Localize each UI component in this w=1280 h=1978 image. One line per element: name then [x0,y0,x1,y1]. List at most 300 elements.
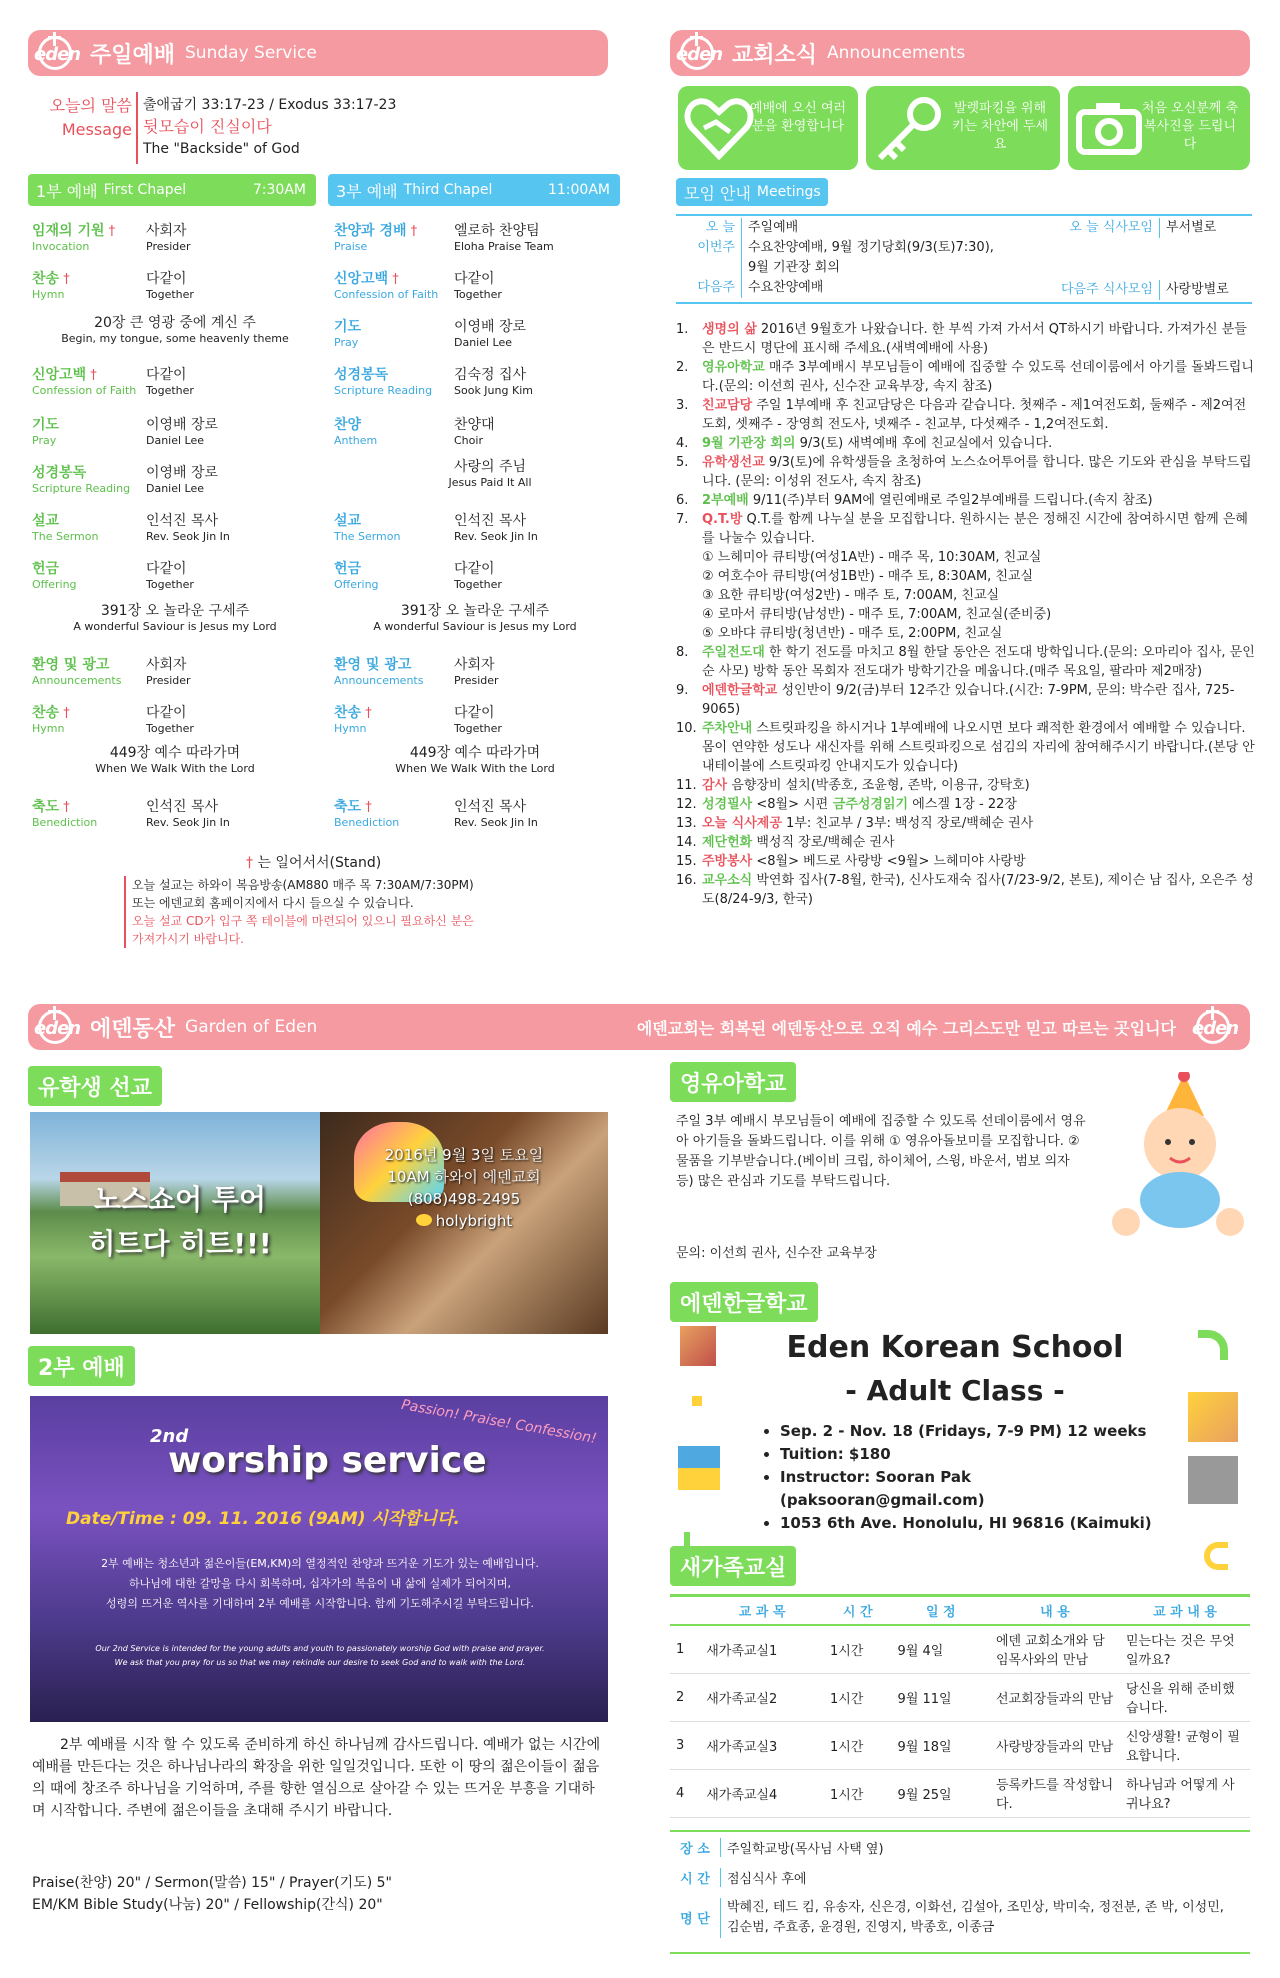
hymn-20 [30,312,320,345]
family-table-row [670,1625,1250,1673]
announcement-heading: 영유아학교 [702,360,765,375]
announcement-number: 16. [676,873,697,888]
announcement-text: 스트릿파킹을 하시거나 1부예배에 나오시면 보다 쾌적한 환경에서 예배할 수 있습니다. 몸이 연약한 성도나 새신자를 위해 스트릿파킹으로 섬김의 자리에 참여해주시기 바랍니다.(본당 안내테이블에 스트릿파킹 안내지도가 있습니다) [702,721,1255,774]
family-table-header [670,1596,1250,1626]
announcement-item [676,833,1256,852]
order-item-label [334,510,400,543]
eden-logo-icon: eden [670,30,728,76]
order-item-value-en: Together [146,384,194,397]
infant-school-text: 주일 3부 예배시 부모님들이 예배에 집중할 수 있도록 선데이룸에서 영유아 아기들을 돌봐드립니다. 이를 위해 ① 영유아돌보미를 모집합니다. ② 물품을 기부받습니다.(베이비 크립, 하이체어, 스윙, 바운서, 범보 의자 등) 많은 관심과 기도를 부탁드립니다. [676,1114,1086,1189]
sunday-title-en: Sunday Service [185,43,317,63]
school-details [780,1420,1200,1535]
order-item-en: Hymn [32,722,65,735]
order-item-label [32,510,98,543]
order-item-label [334,316,361,349]
qt-room-item: ④ 로마서 큐티방(남성반) - 매주 토, 7:00AM, 친교실(준비중) [702,607,1052,622]
hymn-20-en: Begin, my tongue, some heavenly theme [61,332,289,345]
family-col-header: 교 과 목 [700,1596,824,1626]
order-item-en: Praise [334,240,368,253]
meal-next-label: 다음주 식사모임 [1044,280,1160,300]
poster-ko-1: 2부 예배는 청소년과 젊은이들(EM,KM)의 열정적인 찬양과 뜨거운 기도가 있는 예배입니다. [101,1557,539,1570]
order-item-value-en: Rev. Seok Jin In [146,530,230,543]
family-col-header: 교 과 내 용 [1120,1596,1250,1626]
third-chapel-title: 3부 예배 [336,181,398,201]
order-item-ko: 헌금 [32,561,60,577]
announcement-heading: 친교담당 [702,398,753,413]
order-item-ko: 환영 및 광고 [334,657,412,673]
family-class-title: 새가족교실 [670,1546,796,1586]
first-chapel-title-en: First Chapel [103,182,187,198]
school-detail-item: • Tuition: $180 [780,1443,1200,1466]
order-item-ko: 기도 [32,417,60,433]
dagger-mark: † [59,272,70,287]
family-table-cell: 등록카드를 작성합니다. [990,1769,1120,1817]
dagger-mark: † [361,800,372,815]
order-item-ko: 임재의 기원 [32,223,105,239]
poster-date: Date/Time : 09. 11. 2016 (9AM) 시작합니다. [66,1509,460,1529]
student-mission-title: 유학생 선교 [28,1066,162,1106]
qt-room-item: ② 여호수아 큐티방(여성1B반) - 매주 토, 8:30AM, 친교실 [702,569,1034,584]
family-table-row [670,1673,1250,1721]
order-item-en: Pray [334,336,359,349]
announcement-item [676,719,1256,776]
stand-dagger: † [246,855,253,871]
message-title-en: The "Backside" of God [143,141,300,157]
welcome-card [678,86,858,170]
order-item-value-en: Presider [454,674,499,687]
valet-card [866,86,1060,170]
family-table-cell: 9월 18일 [892,1721,990,1769]
first-chapel-header [28,174,316,206]
order-item-value [146,268,194,301]
order-item-label [334,702,372,735]
order-item-en: Announcements [32,674,122,687]
first-chapel-title: 1부 예배 [36,181,98,201]
order-item-en: Confession of Faith [334,288,439,301]
order-item-value-en: Presider [146,240,191,253]
meetings-table [676,214,1252,304]
family-table-cell: 신앙생활! 균형이 필요합니다. [1120,1721,1250,1769]
order-item-value-en: Choir [454,434,483,447]
order-item-ko: 축도 [334,799,362,815]
order-item-value-ko: 다같이 [146,561,187,577]
announcement-text: 주일 1부예배 후 친교담당은 다음과 같습니다. 첫째주 - 제1여전도회, 둘째주 - 제2여전도회, 셋째주 - 장영희 전도사, 넷째주 - 친교부, 다섯째주 - 1,2여전도회. [702,398,1247,432]
order-item-ko: 신앙고백 [334,271,389,287]
hymn-20-ko: 20장 큰 영광 중에 계신 주 [94,315,256,331]
hymn-449-ko: 449장 예수 따라가며 [109,745,241,761]
anthem-song-en: Jesus Paid It All [448,476,532,489]
poster-en [60,1642,580,1670]
message-title-ko: 뒷모습이 진실이다 [143,117,272,136]
schedule-line-1: Praise(찬양) 20" / Sermon(말씀) 15" / Prayer(기도) 5" [32,1875,392,1891]
order-item-ko: 헌금 [334,561,362,577]
announcement-item [676,871,1256,909]
announcement-text: 1부: 친교부 / 3부: 백성직 장로/백혜순 권사 [781,816,1034,831]
second-service-text: 2부 예배를 시작 할 수 있도록 준비하게 하신 하나님께 감사드립니다. 예배가 없는 시간에 예배를 만든다는 것은 하나님나라의 확장을 위한 일일것입니다. 또한 이 땅의 젊은이들이 젊음의 때에 창조주 하나님을 기억하며, 주를 향한 열심으로 살아갈 수 있는 뜨거운 부흥을 기대하며 시작합니다. 주변에 젊은이들을 초대해 주시기 바랍니다. [32,1737,601,1819]
school-detail-item: • 1053 6th Ave. Honolulu, HI 96816 (Kaimuki) [780,1512,1200,1535]
hymn-449-right [330,742,620,775]
meeting-row-value: 9월 기관장 회의 [748,260,840,275]
dagger-mark: † [406,224,418,239]
order-item-value [454,702,502,735]
school-email: (paksooran@gmail.com) [780,1491,985,1509]
order-item-label [32,558,77,591]
order-item-en: Confession of Faith [32,384,137,397]
family-table-cell: 4 [670,1769,700,1817]
anthem-song-ko: 사랑의 주님 [453,459,527,475]
camera-icon [1076,100,1142,156]
info-time-value: 점심식사 후에 [720,1868,806,1887]
hymn-391-ko: 391장 오 놀라운 구세주 [100,603,250,619]
announcement-text: 한 학기 전도를 마치고 8월 한달 동안은 전도대 방학입니다.(문의: 오마리아 집사, 문인순 사모) 방학 동안 목회자 전도대가 방학기간을 메웁니다.(매주 목요일, 팔라마 제2매장) [702,645,1255,679]
poster-ko-2: 하나님에 대한 갈망을 다시 회복하며, 십자가의 복음이 내 삶에 실제가 되어지며, [129,1577,511,1590]
order-item-value-ko: 이영배 장로 [454,319,527,335]
order-item-value [454,220,554,253]
poster-en-1: Our 2nd Service is intended for the young adults and youth to passionately worship God with praise and prayer. [95,1644,545,1653]
family-table-cell: 새가족교실2 [700,1673,824,1721]
order-item-value-ko: 다같이 [146,705,187,721]
family-table-cell: 에덴 교회소개와 담임목사와의 만남 [990,1625,1120,1673]
tour-info-text [364,1144,564,1232]
meetings-title-en: Meetings [756,184,821,200]
hymn-391-right [330,600,620,633]
poster-ko-3: 성령의 뜨거운 역사를 기대하며 2부 예배를 시작합니다. 함께 기도해주시길 부탁드립니다. [106,1597,534,1610]
first-chapel-time: 7:30AM [252,182,306,198]
order-item-ko: 성경봉독 [334,367,389,383]
info-names-label: 명 단 [680,1912,710,1927]
order-item-value [146,558,194,591]
meal-today-value: 부서별로 [1166,220,1217,235]
announcement-number: 10. [676,721,697,736]
info-time-label: 시 간 [680,1872,710,1887]
announcement-text: 9/3(토) 새벽예배 후에 친교실에서 있습니다. [795,436,1053,451]
order-item-value-ko: 인석진 목사 [454,799,527,815]
announcement-text: 9/3(토)에 유학생들을 초청하여 노스쇼어투어를 합니다. 많은 기도와 관심을 부탁드립니다. (문의: 이성위 전도사, 속지 참조) [702,455,1252,489]
meal-today-label: 오 늘 식사모임 [1044,218,1160,238]
meeting-row-label: 이번주 [676,238,742,258]
anthem-song [420,456,560,489]
family-table-cell: 9월 11일 [892,1673,990,1721]
order-item-value-en: Together [146,288,194,301]
family-table-cell: 1시간 [824,1769,892,1817]
poster-top: 2nd [150,1426,189,1447]
hymn-449-ko-r: 449장 예수 따라가며 [409,745,541,761]
tour-headline-1: 노스쇼어 투어 [93,1183,267,1216]
valet-card-text: 발렛파킹을 위해 키는 차안에 두세요 [951,101,1049,152]
order-item-label [334,414,377,447]
order-item-value [146,510,230,543]
family-table-cell: 당신을 위해 준비했습니다. [1120,1673,1250,1721]
family-table-row [670,1769,1250,1817]
order-item-en: Pray [32,434,57,447]
order-item-value [146,462,218,495]
family-table-cell: 새가족교실1 [700,1625,824,1673]
second-service-title: 2부 예배 [28,1346,135,1386]
order-item-en: Scripture Reading [334,384,433,397]
order-item-value-ko: 다같이 [454,561,495,577]
order-item-en: Hymn [32,288,65,301]
garden-title: 에덴동산 [90,1016,176,1042]
announcement-heading: 에덴한글학교 [702,683,778,698]
dagger-mark: † [388,272,399,287]
heart-handshake-icon [684,94,754,160]
family-class-table [670,1594,1250,1818]
order-item-value [454,364,533,397]
third-chapel-title-en: Third Chapel [403,182,493,198]
announcement-heading: 2부예배 [702,493,749,508]
poster-side: Passion! Praise! Confession! [400,1396,598,1448]
deco-block-3 [678,1446,720,1490]
tour-phone: (808)498-2495 [407,1190,521,1208]
order-item-value-ko: 다같이 [146,367,187,383]
announcement-text: 9/11(주)부터 9AM에 열린예배로 주일2부예배를 드립니다.(속지 참조) [748,493,1153,508]
meeting-row-label: 다음주 [676,278,742,298]
order-item-en: The Sermon [32,530,99,543]
order-item-label [334,364,432,397]
sunday-title: 주일예배 [90,42,176,68]
qt-room-item: ① 느헤미아 큐티방(여성1A반) - 매주 목, 10:30AM, 친교실 [702,550,1042,565]
family-col-num [670,1596,700,1626]
order-item-en: Hymn [334,722,367,735]
announcement-number: 3. [676,398,689,413]
meal-today [1044,218,1216,238]
hymn-391-ko-r: 391장 오 놀라운 구세주 [400,603,550,619]
meetings-rows [676,218,1006,298]
announcement-heading: 성경필사 [702,797,753,812]
order-item-value-ko: 다같이 [454,705,495,721]
stand-text: 는 일어서서(Stand) [257,855,382,871]
announcement-heading: 주방봉사 [702,854,753,869]
meeting-row-value: 수요찬양예배, 9월 정기당회(9/3(토)7:30), [748,240,994,255]
qt-room-item: ③ 요한 큐티방(여성2반) - 매주 토, 7:00AM, 친교실 [702,588,1000,603]
message-body [143,94,603,160]
tour-sns-id: holybright [435,1212,513,1230]
tour-info-photo [320,1112,608,1334]
order-item-label [32,414,59,447]
order-item-value-en: Rev. Seok Jin In [146,816,230,829]
announce-title-en: Announcements [827,43,966,63]
hymn-391-en: A wonderful Saviour is Jesus my Lord [73,620,277,633]
order-item-en: Benediction [32,816,98,829]
order-item-label [334,796,399,829]
order-item-ko: 찬송 [32,705,60,721]
sunday-banner [28,30,608,76]
announcement-heading: Q.T.방 [702,512,743,527]
order-item-en: The Sermon [334,530,401,543]
order-item-value-en: Rev. Seok Jin In [454,816,538,829]
eden-logo-icon: eden [28,30,86,76]
info-place-value: 주일학교방(목사님 사택 옆) [720,1838,884,1857]
announcement-item [676,453,1256,491]
order-item-label [32,702,70,735]
school-title: Eden Korean School [786,1330,1124,1365]
schedule-line-2: EM/KM Bible Study(나눔) 20" / Fellowship(간식) 20" [32,1897,383,1913]
order-item-label [32,268,70,301]
family-table-cell: 1시간 [824,1625,892,1673]
family-table-cell: 믿는다는 것은 무엇일까요? [1120,1625,1250,1673]
order-item-en: Benediction [334,816,400,829]
family-table-cell: 1시간 [824,1673,892,1721]
order-item-ko: 찬송 [334,705,362,721]
order-item-label [32,654,121,687]
info-time [670,1868,806,1887]
message-label-ko: 오늘의 말씀 [49,96,132,115]
order-item-value-en: Sook Jung Kim [454,384,533,397]
announcement-number: 1. [676,322,689,337]
order-item-value-en: Daniel Lee [146,434,205,447]
announcement-text: 음향장비 설치(박종호, 조윤형, 존박, 이용규, 강탁호) [727,778,1030,793]
deco-block-5 [1198,1330,1228,1360]
order-item-value [146,364,194,397]
order-item-value [454,268,502,301]
note-2: 또는 에덴교회 홈페이지에서 다시 들으실 수 있습니다. [132,896,414,910]
order-item-value [146,796,230,829]
info-names-value: 박혜진, 테드 킴, 유송자, 신은경, 이화선, 김설아, 조민상, 박미숙, 정전분, 존 박, 이성민, 김순범, 주효종, 윤경원, 진영지, 박종호, 이종금 [720,1898,1240,1938]
note-1: 오늘 설교는 하와이 복음방송(AM880 매주 목 7:30AM/7:30PM) [132,878,474,892]
dagger-mark: † [59,706,70,721]
family-table-cell: 하나님과 어떻게 사귀나요? [1120,1769,1250,1817]
third-chapel-header [328,174,620,206]
order-item-value-ko: 인석진 목사 [146,513,219,529]
order-item-label [32,796,97,829]
announcement-heading: 유학생선교 [702,455,765,470]
announcement-heading: 감사 [702,778,728,793]
announcement-item [676,643,1256,681]
order-item-value [146,654,191,687]
tour-date: 2016년 9월 3일 토요일 [384,1146,544,1164]
order-item-label [334,654,423,687]
message-label [28,94,132,142]
announcement-number: 2. [676,360,689,375]
meal-next-value: 사랑방별로 [1166,282,1229,297]
announcement-heading: 오늘 식사제공 [702,816,782,831]
announcement-text: 2016년 9월호가 나왔습니다. 한 부씩 가져 가서서 QT하시기 바랍니다. 가져가신 분들은 반드시 명단에 표시해 주세요.(새벽예배에 사용) [702,322,1247,356]
meeting-row-value: 주일예배 [748,220,799,235]
reading-text: 에스겔 1장 - 22장 [908,797,1017,812]
order-item-value [454,316,526,349]
meeting-row [676,218,1006,238]
third-chapel-time: 11:00AM [547,182,610,198]
announcement-list [676,320,1256,909]
order-item-value-ko: 인석진 목사 [454,513,527,529]
announcement-number: 6. [676,493,689,508]
photo-card-text: 처음 오신분께 축복사진을 드립니다 [1141,101,1239,152]
order-item-ko: 신앙고백 [32,367,87,383]
announcement-item [676,396,1256,434]
announcement-number: 4. [676,436,689,451]
announcement-number: 11. [676,778,697,793]
order-item-value [146,414,218,447]
order-item-ko: 축도 [32,799,60,815]
eden-logo-icon: eden [28,1004,86,1050]
announcement-item [676,358,1256,396]
announcement-text: 박연화 집사(7-8월, 한국), 신사도재숙 집사(7/23-9/2, 본토), 제이슨 남 집사, 오은주 성도(8/24-9/3, 한국) [702,873,1254,907]
dagger-mark: † [86,368,97,383]
order-item-value-en: Together [146,578,194,591]
meeting-row-value: 수요찬양예배 [748,280,824,295]
order-item-value-en: Daniel Lee [454,336,513,349]
order-item-ko: 설교 [32,513,60,529]
order-item-value [454,414,495,447]
meetings-header [676,178,828,206]
announcement-number: 14. [676,835,697,850]
announcement-item [676,434,1256,453]
order-item-value-en: Together [146,722,194,735]
order-item-value [146,702,194,735]
tour-sns [364,1210,564,1232]
kakao-icon [416,1214,432,1226]
order-item-ko: 성경봉독 [32,465,87,481]
order-item-ko: 찬송 [32,271,60,287]
order-item-value-ko: 인석진 목사 [146,799,219,815]
order-item-value-en: Together [454,722,502,735]
order-item-label [334,220,417,253]
order-item-ko: 찬양 [334,417,362,433]
announcement-text: Q.T.를 함께 나누실 분을 모집합니다. 원하시는 분은 정해진 시간에 참여하시면 함께 은혜를 나눌수 있습니다. [702,512,1248,546]
announcement-heading: 주차안내 [702,721,753,736]
announcement-item [676,320,1256,358]
order-item-label [32,220,115,253]
announcement-text: 매주 3부예배시 부모님들이 예배에 집중할 수 있도록 선데이룸에서 아기를 돌봐드립니다.(문의: 이선희 권사, 신수잔 교육부장, 속지 참조) [702,360,1254,394]
hymn-449-left [30,742,320,775]
poster-main: worship service [168,1440,487,1481]
meal-next [1044,280,1229,300]
order-item-value-ko: 다같이 [454,271,495,287]
order-item-en: Invocation [32,240,90,253]
dagger-mark: † [104,224,116,239]
family-table-cell: 1 [670,1625,700,1673]
family-table-cell: 사랑방장들과의 만남 [990,1721,1120,1769]
order-item-ko: 찬양과 경배 [334,223,407,239]
announcement-item [676,491,1256,510]
announcement-item [676,852,1256,871]
deco-block-1 [680,1326,716,1366]
infant-school-title: 영유아학교 [670,1062,796,1102]
hymn-449-en: When We Walk With the Lord [95,762,255,775]
order-item-value-ko: 이영배 장로 [146,465,219,481]
announcement-text: <8월> 시편 [752,797,829,812]
order-item-value [454,558,502,591]
infant-school-contact: 문의: 이선희 권사, 신수잔 교육부장 [676,1246,877,1261]
order-item-label [334,558,379,591]
poster-ko [60,1554,580,1614]
eden-logo-icon: eden [1186,1004,1244,1050]
message-label-en: Message [61,120,132,139]
announcement-text: 성인반이 9/2(금)부터 12주간 있습니다.(시간: 7-9PM, 문의: 박수란 집사, 725-9065) [702,683,1235,717]
order-item-value-ko: 이영배 장로 [146,417,219,433]
order-item-value [454,510,538,543]
worship-poster [30,1396,608,1722]
deco-block-2 [692,1396,702,1406]
family-table-cell: 새가족교실4 [700,1769,824,1817]
family-table-row [670,1721,1250,1769]
announcement-item [676,681,1256,719]
note-4: 가져가시기 바랍니다. [132,932,244,946]
meeting-row [676,238,1006,258]
announcement-item [676,776,1256,795]
info-place-label: 장 소 [680,1842,710,1857]
order-item-en: Offering [334,578,379,591]
family-table-cell: 9월 4일 [892,1625,990,1673]
deco-block-8 [1204,1542,1228,1570]
order-item-value [454,654,499,687]
info-place [670,1838,884,1857]
meeting-row-label: 오 늘 [676,218,742,238]
family-table-cell: 3 [670,1721,700,1769]
announcement-item [676,510,1256,548]
announcement-text: 백성직 장로/백혜순 권사 [752,835,895,850]
school-detail-item: • Instructor: Sooran Pak [780,1466,1200,1489]
